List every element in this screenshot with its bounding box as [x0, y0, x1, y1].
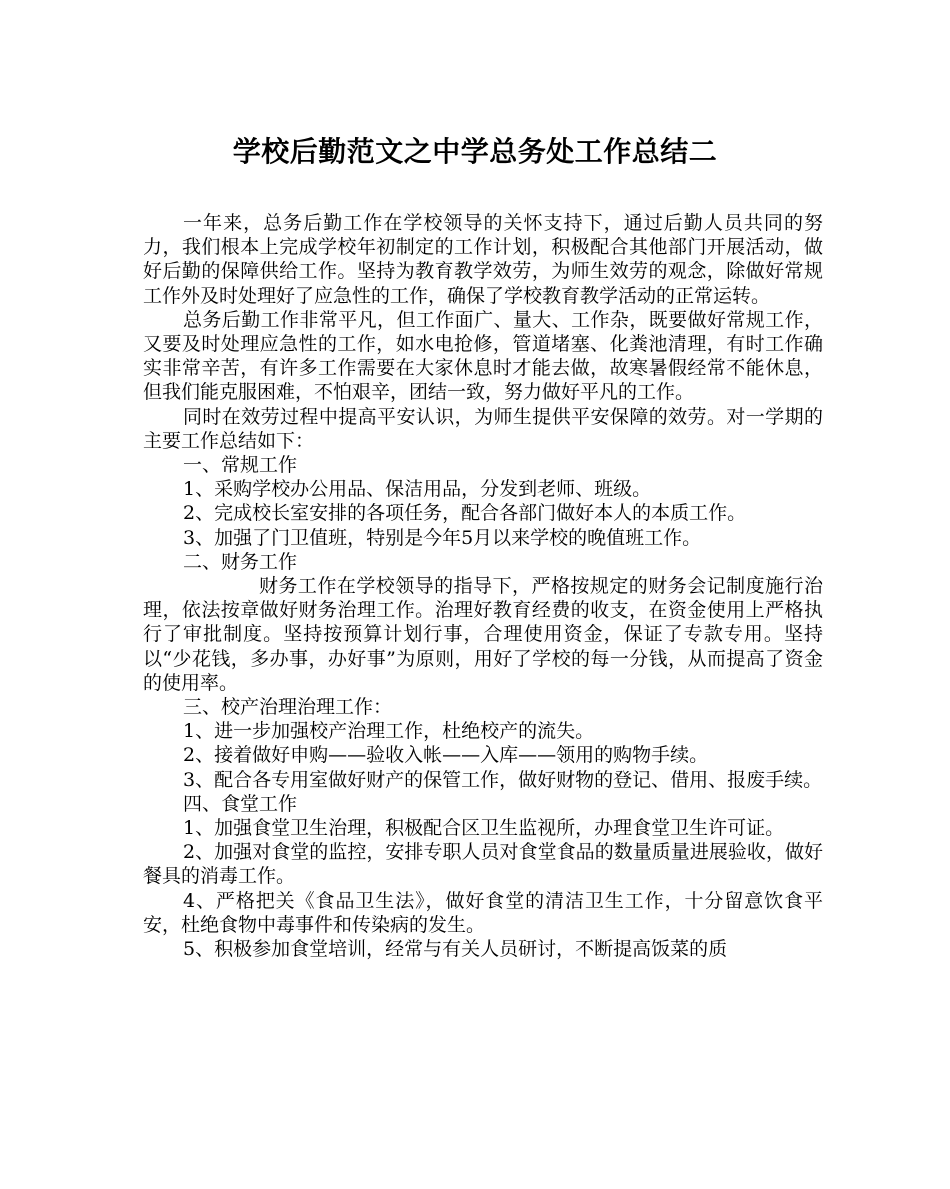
list-item: 2、加强对食堂的监控，安排专职人员对食堂食品的数量质量进展验收，做好餐具的消毒工作。 — [143, 841, 823, 888]
list-item: 2、完成校长室安排的各项任务，配合各部门做好本人的本质工作。 — [183, 502, 747, 525]
paragraph-work-nature: 总务后勤工作非常平凡，但工作面广、量大、工作杂，既要做好常规工作，又要及时处理应急性的工作，如水电抢修，管道堵塞、化粪池清理，有时工作确实非常辛苦，有许多工作需要在大家休息时才能去做，故寒暑假经常不能休息，但我们能克服困难，不怕艰辛，团结一致，努力做好平凡的工作。 — [143, 308, 823, 404]
list-item: 1、加强食堂卫生治理，积极配合区卫生监视所，办理食堂卫生许可证。 — [183, 817, 785, 840]
list-item: 3、配合各专用室做好财产的保管工作，做好财物的登记、借用、报废手续。 — [183, 768, 823, 791]
section-heading-finance: 二、财务工作 — [183, 550, 298, 573]
list-item: 1、进一步加强校产治理工作，杜绝校产的流失。 — [183, 720, 595, 743]
list-item: 4、严格把关《食品卫生法》，做好食堂的清洁卫生工作，十分留意饮食平安，杜绝食物中毒事件和传染病的发生。 — [143, 889, 823, 936]
document-body — [143, 211, 823, 961]
paragraph-intro: 一年来，总务后勤工作在学校领导的关怀支持下，通过后勤人员共同的努力，我们根本上完成学校年初制定的工作计划，积极配合其他部门开展活动，做好后勤的保障供给工作。坚持为教育教学效劳，为师生效劳的观念，除做好常规工作外及时处理好了应急性的工作，确保了学校教育教学活动的正常运转。 — [143, 212, 823, 307]
paragraph-safety-summary: 同时在效劳过程中提高平安认识，为师生提供平安保障的效劳。对一学期的主要工作总结如下： — [143, 405, 823, 452]
list-item: 3、加强了门卫值班，特别是今年5月以来学校的晚值班工作。 — [183, 526, 702, 549]
list-item: 5、积极参加食堂培训，经常与有关人员研讨，不断提高饭菜的质 — [183, 938, 728, 961]
list-item: 2、接着做好申购——验收入帐——入库——领用的购物手续。 — [183, 744, 709, 767]
document-title: 学校后勤范文之中学总务处工作总结二 — [232, 135, 718, 168]
section-heading-assets: 三、校产治理治理工作： — [183, 696, 393, 719]
section-heading-canteen: 四、食堂工作 — [183, 792, 298, 815]
paragraph-finance: 财务工作在学校领导的指导下，严格按规定的财务会记制度施行治理，依法按章做好财务治理工作。治理好教育经费的收支，在资金使用上严格执行了审批制度。坚持按预算计划行事，合理使用资金，保证了专款专用。坚持以“少花钱，多办事，办好事”为原则，用好了学校的每一分钱，从而提高了资金的使用率。 — [143, 575, 823, 694]
list-item: 1、采购学校办公用品、保洁用品，分发到老师、班级。 — [183, 478, 652, 501]
section-heading-routine: 一、常规工作 — [183, 454, 298, 477]
